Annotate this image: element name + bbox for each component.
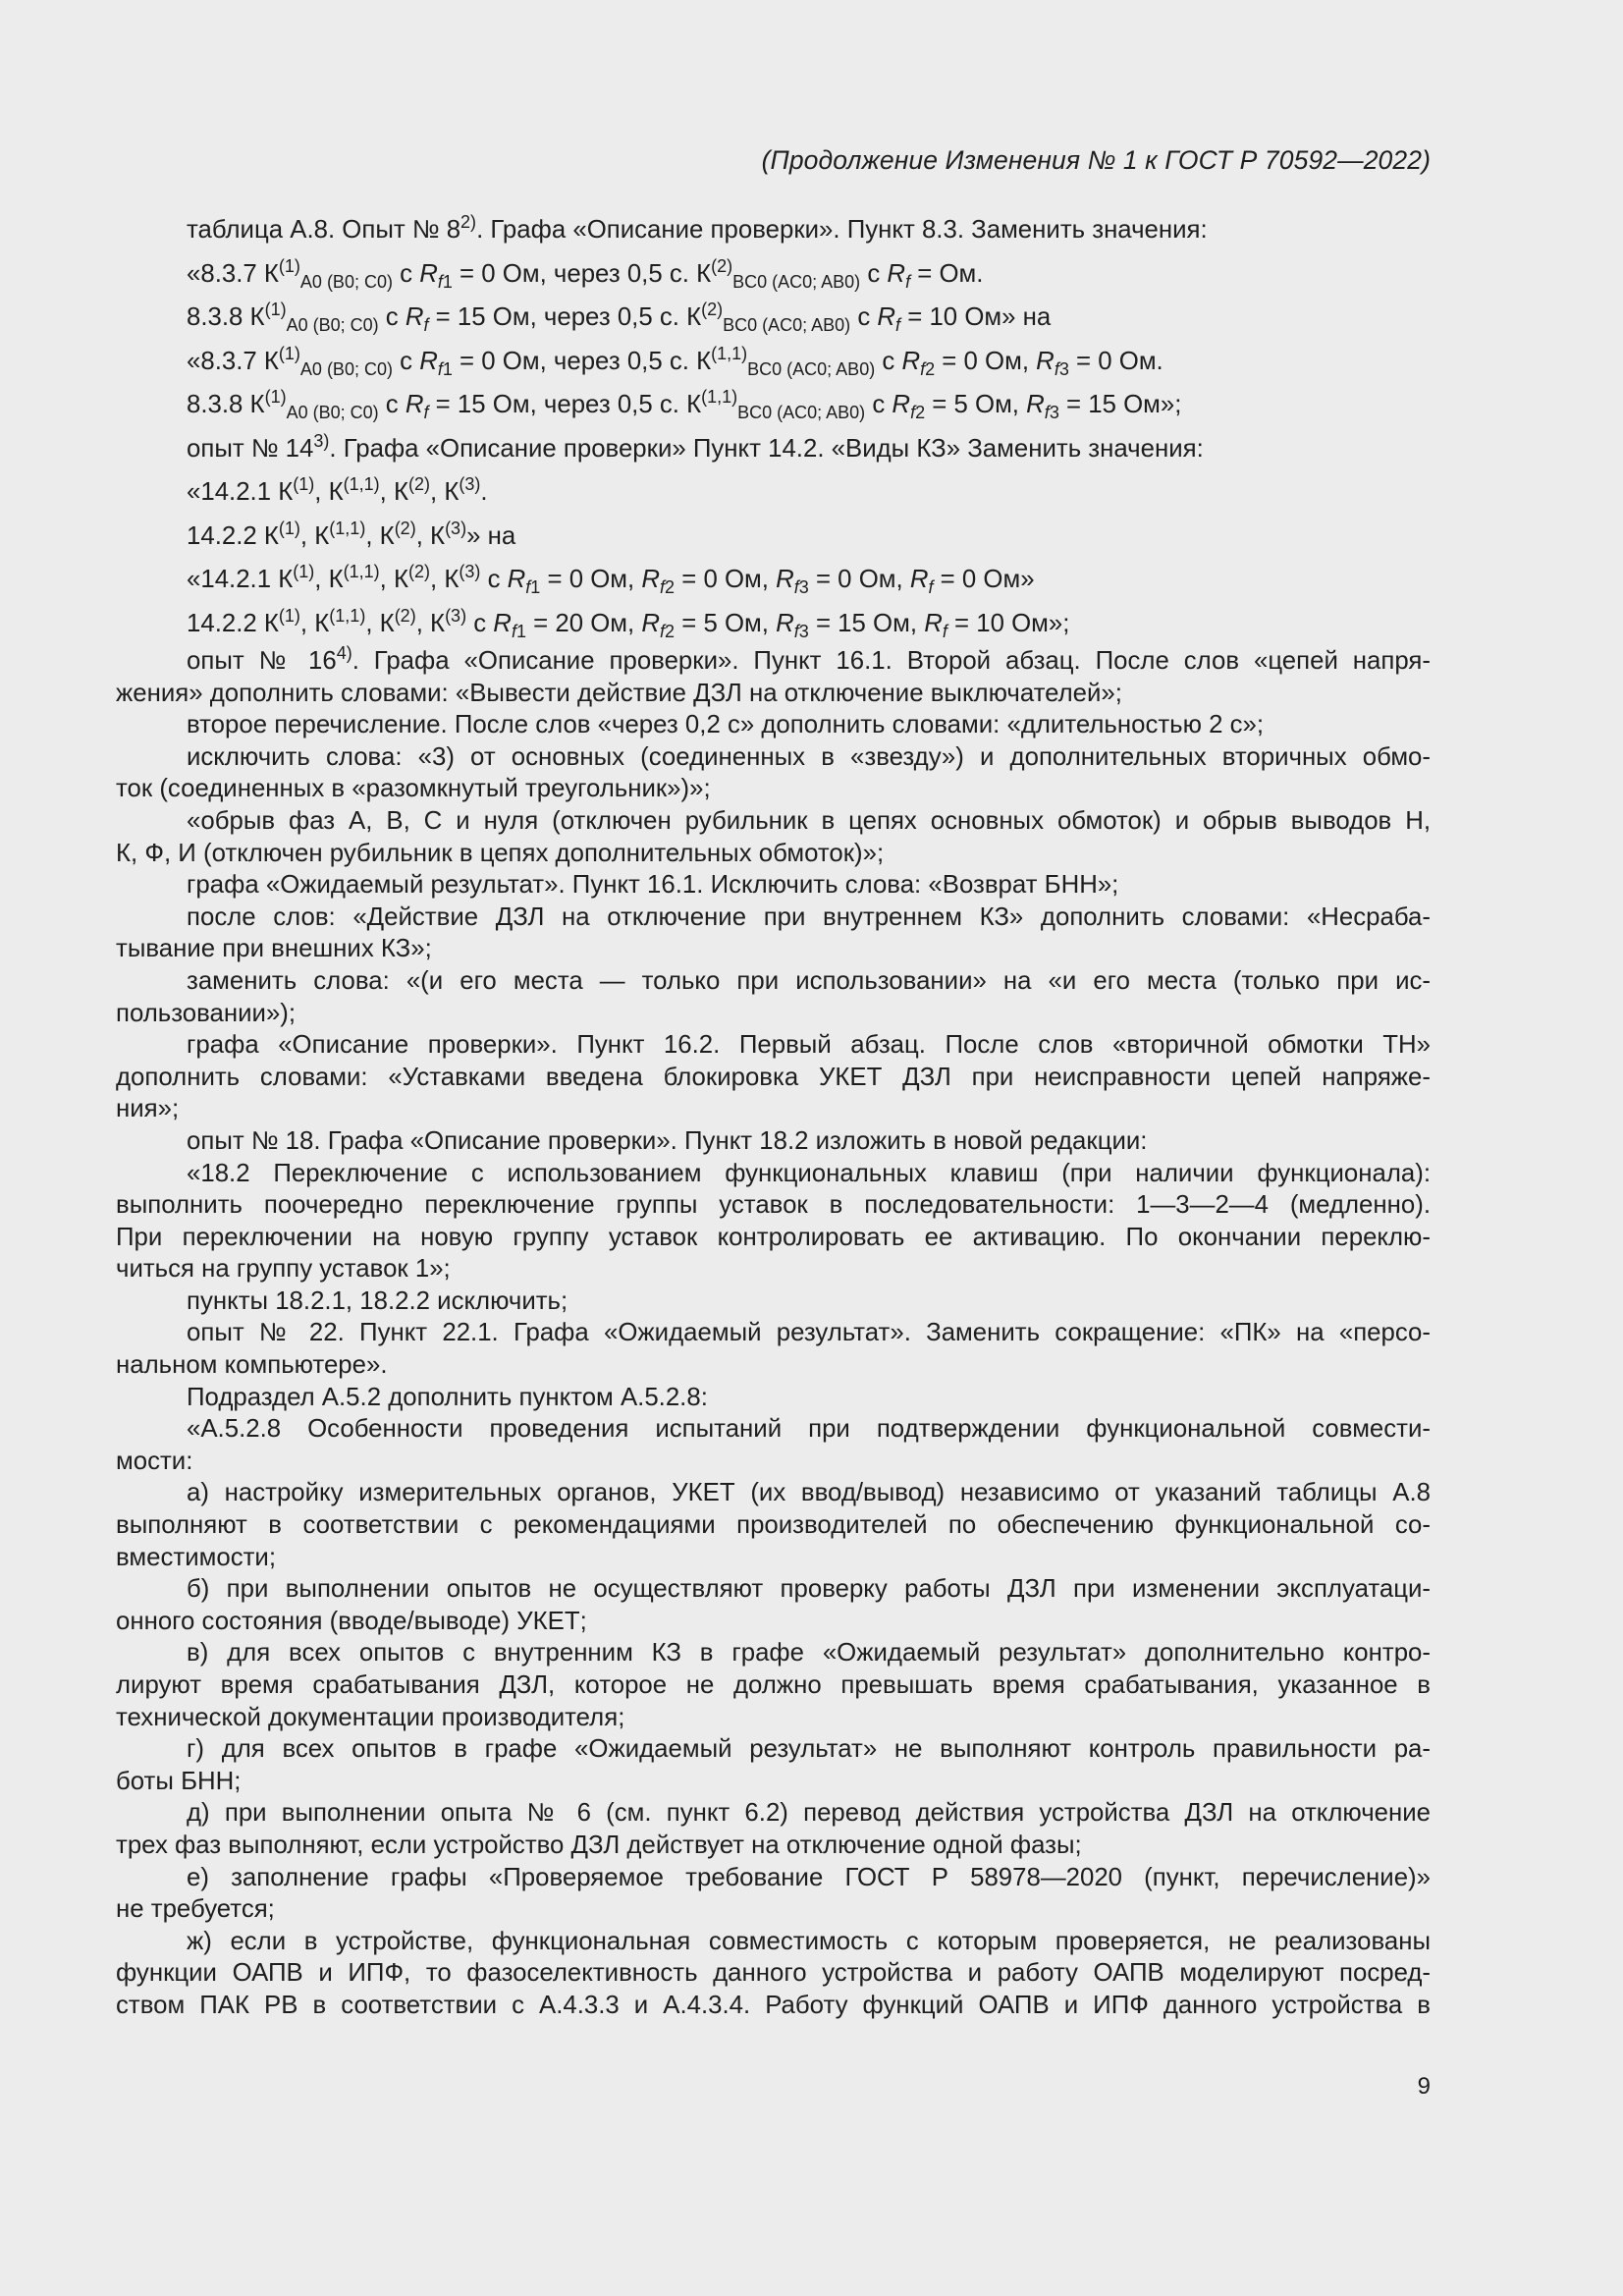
text-line: вместимости; <box>116 1543 276 1571</box>
text-line: таблица А.8. Опыт № 8$^{2)}$. Графа «Описание проверки». Пункт 8.3. Заменить значения: <box>187 212 1208 244</box>
formula-line: «8.3.7 $К^{(1)}_{A0 (B0; C0)}$ с $R_{f1} = 0$ Ом, через 0,5 с. К$^{(1,1)}_{BC0 (AC0; AB0)}$ с $R_{f2} = 0$ Ом, $R_{f3} = 0$ Ом. <box>187 343 1163 379</box>
text-line: «обрыв фаз А, В, С и нуля (отключен рубильник в цепях основных обмоток) и обрыв выводов Н, <box>187 806 1431 835</box>
text-line: Подраздел А.5.2 дополнить пунктом А.5.2.8: <box>187 1383 708 1411</box>
text-line: лируют время срабатывания ДЗЛ, которое не должно превышать время срабатывания, указанное в <box>116 1671 1431 1699</box>
text-line: пункты 18.2.1, 18.2.2 исключить; <box>187 1286 568 1315</box>
text-line: выполнить поочередно переключение группы уставок в последовательности: 1—3—2—4 (медленно). <box>116 1191 1431 1220</box>
text-line: жения» дополнить словами: «Вывести действие ДЗЛ на отключение выключателей»; <box>116 679 1122 707</box>
text-line: ния»; <box>116 1095 180 1123</box>
formula-line: 8.3.8 $К^{(1)}_{A0 (B0; C0)}$ с $R_f = 15$ Ом, через 0,5 с. К$^{(1,1)}_{BC0 (AC0; AB0)}$ с $R_{f2} = 5$ Ом, $R_{f3} = 15$ Ом»; <box>187 387 1182 422</box>
text-line: технической документации производителя; <box>116 1703 625 1731</box>
text-line: К, Ф, И (отключен рубильник в цепях дополнительных обмоток)»; <box>116 839 885 867</box>
text-line: графа «Ожидаемый результат». Пункт 16.1. Исключить слова: «Возврат БНН»; <box>187 871 1119 900</box>
text-line: г) для всех опытов в графе «Ожидаемый результат» не выполняют контроль правильности ра- <box>187 1735 1431 1764</box>
text-line: опыт № 22. Пункт 22.1. Графа «Ожидаемый результат». Заменить сокращение: «ПК» на «персо- <box>187 1319 1431 1347</box>
text-line: д) при выполнении опыта № 6 (см. пункт 6.2) перевод действия устройства ДЗЛ на отключение <box>187 1799 1431 1828</box>
formula-line: «14.2.1 $К^{(1)}$, К$^{(1,1)}$, $К^{(2)}$, $К^{(3)}$. <box>187 474 488 506</box>
text-line: «А.5.2.8 Особенности проведения испытаний при подтверждении функциональной совмести- <box>187 1415 1431 1444</box>
text-line: боты БНН; <box>116 1767 242 1795</box>
text-line: опыт № 18. Графа «Описание проверки». Пункт 18.2 изложить в новой редакции: <box>187 1126 1148 1155</box>
text-line: ток (соединенных в «разомкнутый треугольник»)»; <box>116 775 711 803</box>
formula-line: «14.2.1 $К^{(1)}$, К$^{(1,1)}$, $К^{(2)}$, $К^{(3)}$ с $R_{f1} = 0$ Ом, $R_{f2} = 0$ Ом, $R_{f3} = 0$ Ом, $R_f = 0$ Ом» <box>187 562 1035 597</box>
text-line: ж) если в устройстве, функциональная совместимость с которым проверяется, не реализованы <box>187 1927 1431 1955</box>
text-line: опыт № 16$^{4)}$. Графа «Описание проверки». Пункт 16.1. Второй абзац. После слов «цепей напря- <box>187 643 1431 675</box>
text-line: мости: <box>116 1447 193 1475</box>
document-body <box>116 208 1431 2022</box>
formula-line: «8.3.7 $К^{(1)}_{A0 (B0; C0)}$ с $R_{f1} = 0$ Ом, через 0,5 с. $К^{(2)}_{BC0 (AC0; AB0)}$ с $R_f$ = Ом. <box>187 255 984 292</box>
text-line: дополнить словами: «Уставками введена блокировка УКЕТ ДЗЛ при неисправности цепей напряже- <box>116 1063 1431 1091</box>
text-line: «18.2 Переключение с использованием функциональных клавиш (при наличии функционала): <box>187 1159 1431 1187</box>
formula-line: 8.3.8 $К^{(1)}_{A0 (B0; C0)}$ с $R_f = 15$ Ом, через 0,5 с. $К^{(2)}_{BC0 (AC0; AB0)}$ с $R_f = 10$ Ом» на <box>187 300 1052 335</box>
text-line: При переключении на новую группу уставок контролировать ее активацию. По окончании переклю- <box>116 1223 1431 1251</box>
text-line: а) настройку измерительных органов, УКЕТ (их ввод/вывод) независимо от указаний таблицы А.8 <box>187 1479 1431 1507</box>
text-line: не требуется; <box>116 1895 275 1924</box>
text-line: онного состояния (вводе/выводе) УКЕТ; <box>116 1607 587 1635</box>
text-line: после слов: «Действие ДЗЛ на отключение при внутреннем КЗ» дополнить словами: «Несраба- <box>187 902 1431 931</box>
text-line: исключить слова: «3) от основных (соединенных в «звезду») и дополнительных вторичных обмо- <box>187 742 1431 771</box>
text-line: нальном компьютере». <box>116 1351 388 1380</box>
text-line: ством ПАК РВ в соответствии с А.4.3.3 и А.4.3.4. Работу функций ОАПВ и ИПФ данного устройства в <box>116 1991 1431 2019</box>
text-line: пользовании»); <box>116 999 297 1027</box>
text-line: функции ОАПВ и ИПФ, то фазоселективность данного устройства и работу ОАПВ моделируют посред- <box>116 1959 1431 1988</box>
page-number: 9 <box>1417 2073 1431 2100</box>
text-line: выполняют в соответствии с рекомендациями производителей по обеспечению функциональной со- <box>116 1511 1431 1540</box>
text-line: заменить слова: «(и его места — только при использовании» на «и его места (только при ис- <box>187 966 1431 995</box>
text-line: б) при выполнении опытов не осуществляют проверку работы ДЗЛ при изменении эксплуатаци- <box>187 1575 1431 1604</box>
text-line: е) заполнение графы «Проверяемое требование ГОСТ Р 58978—2020 (пункт, перечисление)» <box>187 1863 1431 1891</box>
formula-line: 14.2.2 $К^{(1)}$, К$^{(1,1)}$, $К^{(2)}$, $К^{(3)}$» на <box>187 518 516 550</box>
text-line: тывание при внешних КЗ»; <box>116 935 432 963</box>
text-line: трех фаз выполняют, если устройство ДЗЛ действует на отключение одной фазы; <box>116 1831 1082 1859</box>
text-line: читься на группу уставок 1»; <box>116 1255 451 1284</box>
text-line: опыт № 14$^{3)}$. Графа «Описание проверки» Пункт 14.2. «Виды КЗ» Заменить значения: <box>187 430 1204 463</box>
continuation-header: (Продолжение Изменения № 1 к ГОСТ Р 70592—2022) <box>761 145 1431 175</box>
text-line: графа «Описание проверки». Пункт 16.2. Первый абзац. После слов «вторичной обмотки ТН» <box>187 1031 1431 1060</box>
formula-line: 14.2.2 $К^{(1)}$, К$^{(1,1)}$, $К^{(2)}$, $К^{(3)}$ с $R_{f1} = 20$ Ом, $R_{f2} = 5$ Ом, $R_{f3} = 15$ Ом, $R_f = 10$ Ом»; <box>187 605 1070 641</box>
text-line: в) для всех опытов с внутренним КЗ в графе «Ожидаемый результат» дополнительно контро- <box>187 1639 1431 1667</box>
text-line: второе перечисление. После слов «через 0,2 с» дополнить словами: «длительностью 2 с»; <box>187 711 1265 739</box>
